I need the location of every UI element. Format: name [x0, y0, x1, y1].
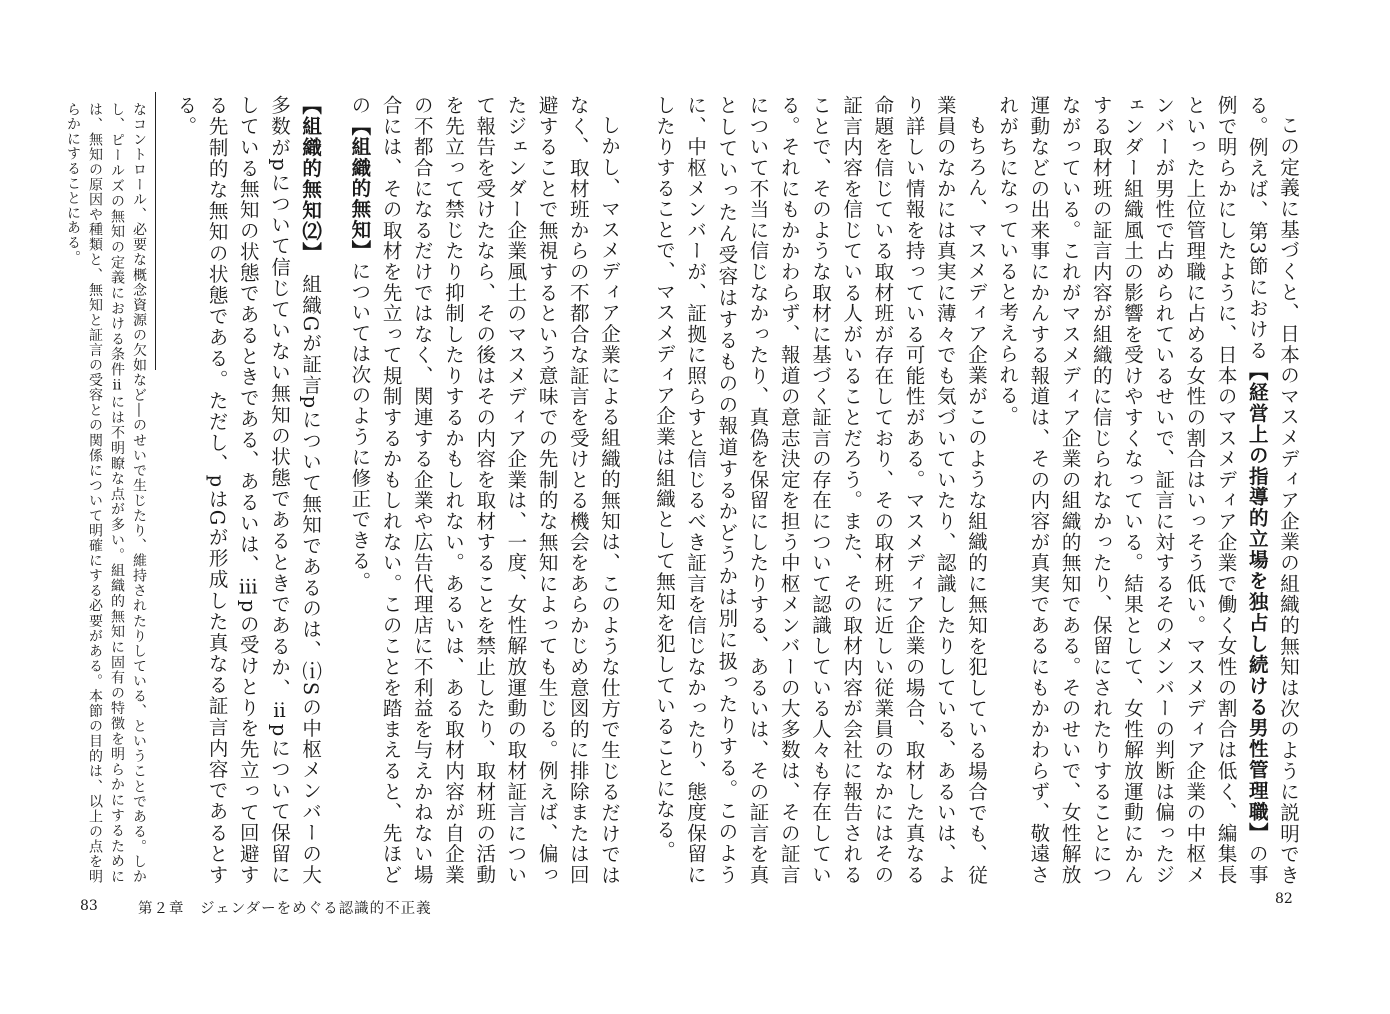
- page-number-right: 82: [1275, 891, 1293, 907]
- note-rule: [155, 92, 156, 370]
- right-page-body: [652, 95, 1304, 885]
- definition-text: 組織Gが証言pについて無知であるのは、⒤Sの中枢メンバーの大多数がpについて信じていない無知の状態であるときであるか、ⅱpについて保留にしている無知の状態であるときである、あるいは、ⅲpの受けとりを先立って回避する先制的な無知の状態である。ただし、pはGが形成した真なる証言内容であるとする。: [174, 95, 323, 885]
- note-body: [60, 102, 150, 884]
- left-paragraph-1-lead: しかし、マスメディア企業による組織的無知は、このような仕方で生じるだけではなく、取材班からの不都合な証言を受けとる機会をあらかじめ意図的に排除または回避することで無視するという意味での先制的な無知によっても生じる。例えば、偏ったジェンダー企業風土のマスメディア企業は、一度、女性解放運動の取材証言について報告を受けたなら、その後はその内容を取材することを禁止したり、取材班の活動を先立って禁じたり抑制したりするかもしれない。あるいは、ある取材内容が自企業の不都合になるだけではなく、関連する企業や広告代理店に不利益を与えかねない場合には、その取材を先立って規制するかもしれない。このことを踏まえると、先ほどの: [348, 95, 621, 885]
- definition-label: 【組織的無知⑵】: [299, 95, 323, 253]
- definition-block: [170, 95, 326, 885]
- left-paragraph-1-highlight: 【組織的無知】: [348, 115, 372, 261]
- left-paragraph-1: [344, 95, 625, 885]
- right-page: [652, 0, 1390, 1014]
- running-head: 第２章 ジェンダーをめぐる認識的不正義: [138, 901, 432, 917]
- note-text: なコントロール、必要な概念資源の欠如など―のせいで生じたり、維持されたりしている、ということである。しかし、ピールズの無知の定義における条件ⅱには不明瞭な点が多い。組織的無知に固有の特徴を明らかにするためには、無知の原因や種類と、無知と証言の受容との関係について明確にする必要がある。本節の目的は、以上の点を明らかにすることにある。: [65, 102, 147, 884]
- right-paragraph-2: もちろん、マスメディア企業がこのような組織的に無知を犯している場合でも、従業員のなかには真実に薄々でも気づいていたり、認識したりしている、あるいは、より詳しい情報を持っている可能性がある。マスメディア企業の場合、取材した真なる命題を信じている取材班が存在しており、その取材班に近しい従業員のなかにはその証言内容を信じている人がいることだろう。また、その取材内容が会社に報告されることで、そのような取材に基づく証言の存在について認識している人々も存在している。それにもかかわらず、報道の意志決定を担う中枢メンバーの大多数は、その証言について不当に信じなかったり、真偽を保留にしたりする、あるいは、その証言を真としていったん受容はするものの報道するかどうかは別に扱ったりする。このように、中枢メンバーが、証拠に照らすと信じるべき証言を信じなかったり、態度保留にしたりすることで、マスメディア企業は組織として無知を犯していることになる。: [652, 95, 988, 885]
- right-paragraph-1-lead: この定義に基づくと、日本のマスメディア企業の組織的無知は次のように説明できる。例えば、第3節における: [1245, 95, 1300, 885]
- right-paragraph-1-highlight: 【経営上の指導的立場を独占し続ける男性管理職】: [1245, 360, 1269, 844]
- page-number-left: 83: [80, 898, 98, 914]
- left-page-body: [174, 95, 625, 885]
- left-paragraph-1-rest: については次のように修正できる。: [348, 260, 372, 592]
- right-paragraph-1-rest: の事例で明らかにしたように、日本のマスメディア企業で働く女性の割合は低く、編集長といった上位管理職に占める女性の割合はいっそう低い。マスメディア企業の中枢メンバーが男性で占められているせいで、証言に対するそのメンバーの判断は偏ったジェンダー組織風土の影響を受けやすくなっている。結果として、女性解放運動にかんする取材班の証言内容が組織的に信じられなかったり、保留にされたりすることにつながっている。これがマスメディア企業の組織的無知である。そのせいで、女性解放運動などの出来事にかんする報道は、その内容が真実であるにもかかわらず、敬遠されがちになっていると考えられる。: [996, 95, 1269, 885]
- right-paragraph-1: [992, 95, 1304, 885]
